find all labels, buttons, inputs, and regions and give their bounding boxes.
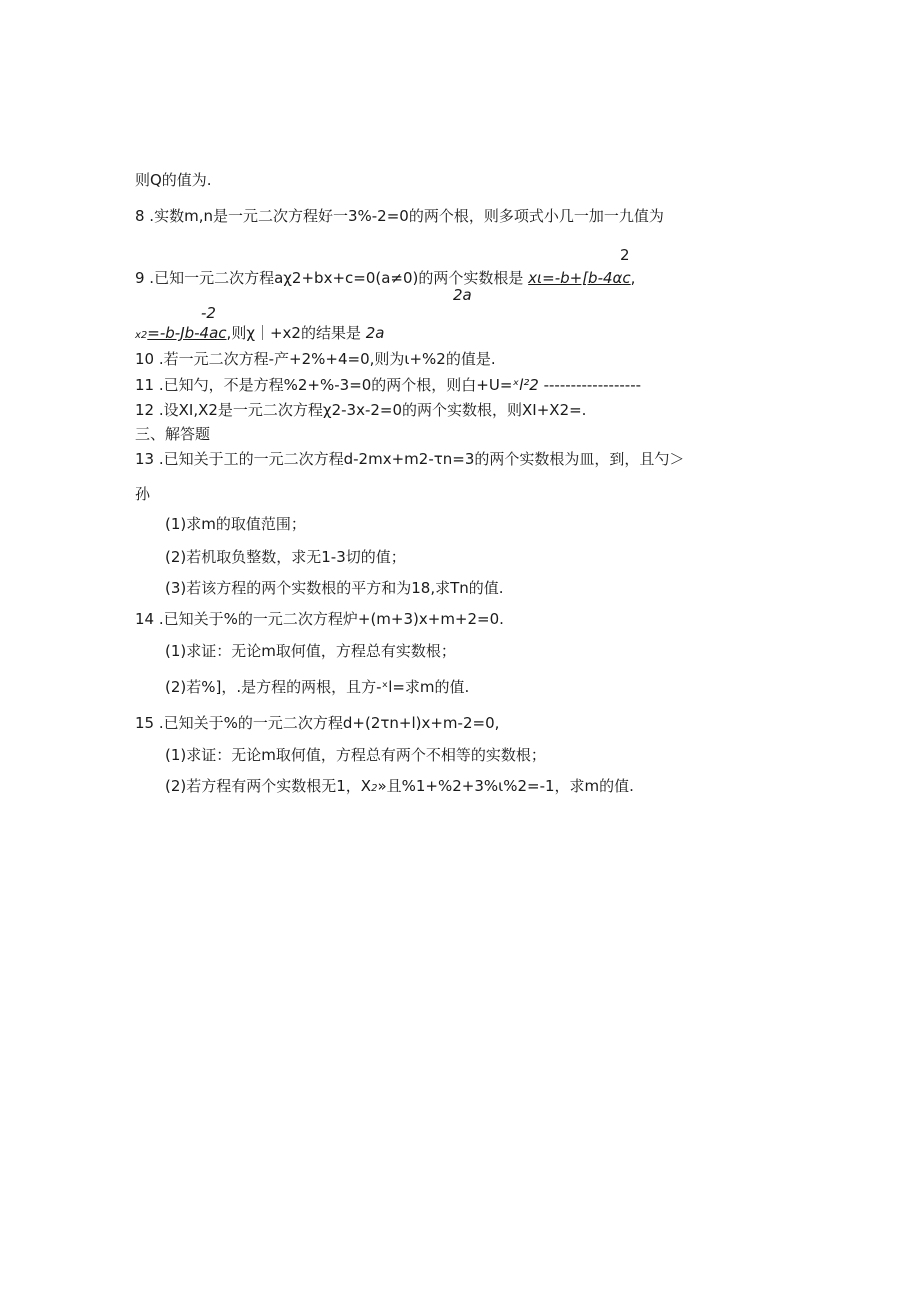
question-15-part-1: (1)求证：无论m取何值，方程总有两个不相等的实数根； [165,746,546,764]
question-8: 8 .实数m,n是一元二次方程好一3%-2=0的两个根，则多项式小几一加一九值为 [135,207,664,225]
text-line-q-value: 则Q的值为. [135,171,212,189]
question-13: 13 .已知关于工的一元二次方程d-2mx+m2-τn=3的两个实数根为皿，到，且勺＞ [135,450,685,468]
question-15-part-2 [165,776,634,799]
question-12: 12 .设XI,X2是一元二次方程χ2-3x-2=0的两个实数根，则XI+X2=. [135,401,587,419]
question-10: 10 .若一元二次方程-产+2%+4=0,则为ι+%2的值是. [135,350,496,368]
question-15-part-2-text-b: »且%1+%2+3%ι%2=-1，求m的值. [377,777,634,795]
question-11-expression: ˣl²2 [512,376,539,394]
question-11 [135,375,641,395]
question-13-part-3: (3)若该方程的两个实数根的平方和为18,求Tn的值. [165,579,504,597]
question-9-neg2: -2 [201,304,216,322]
question-14-part-2: (2)若%]，.是方程的两根，且方-ˣl=求m的值. [165,678,470,696]
question-9-comma: , [630,269,636,287]
question-9-denominator: 2a [453,286,472,304]
question-9-text: 9 .已知一元二次方程aχ2+bx+c=0(a≠0)的两个实数根是 [135,269,524,287]
question-14-part-1: (1)求证：无论m取何值，方程总有实数根； [165,642,456,660]
question-9-root-x1: xι=-b+[b-4αc [528,269,631,287]
question-15-part-2-subscript: 2 [371,783,378,794]
question-9-superscript: 2 [620,246,630,264]
question-9-result: 2a [365,324,385,342]
question-14: 14 .已知关于%的一元二次方程炉+(m+3)x+m+2=0. [135,610,504,628]
question-9 [135,268,635,288]
question-15-part-2-text-a: (2)若方程有两个实数根无1，X [165,777,372,795]
question-15: 15 .已知关于%的一元二次方程d+(2τn+l)x+m-2=0, [135,714,500,732]
section-heading-3: 三、解答题 [135,425,211,443]
question-13-part-1: (1)求m的取值范围； [165,515,306,533]
question-9-x2-label: x2 [135,330,148,341]
question-11-blank: ------------------ [538,376,642,394]
question-13-continuation: 孙 [135,485,151,503]
question-9-line-2 [135,323,385,346]
question-9-mid-text: ,则χ｜+x2的结果是 [226,324,361,342]
question-13-part-2: (2)若机取负整数，求无1-3切的值； [165,548,406,566]
question-11-text: 11 .已知勺，不是方程%2+%-3=0的两个根，则白+U= [135,376,513,394]
question-9-root-x2: =-b-Jb-4ac [147,324,227,342]
